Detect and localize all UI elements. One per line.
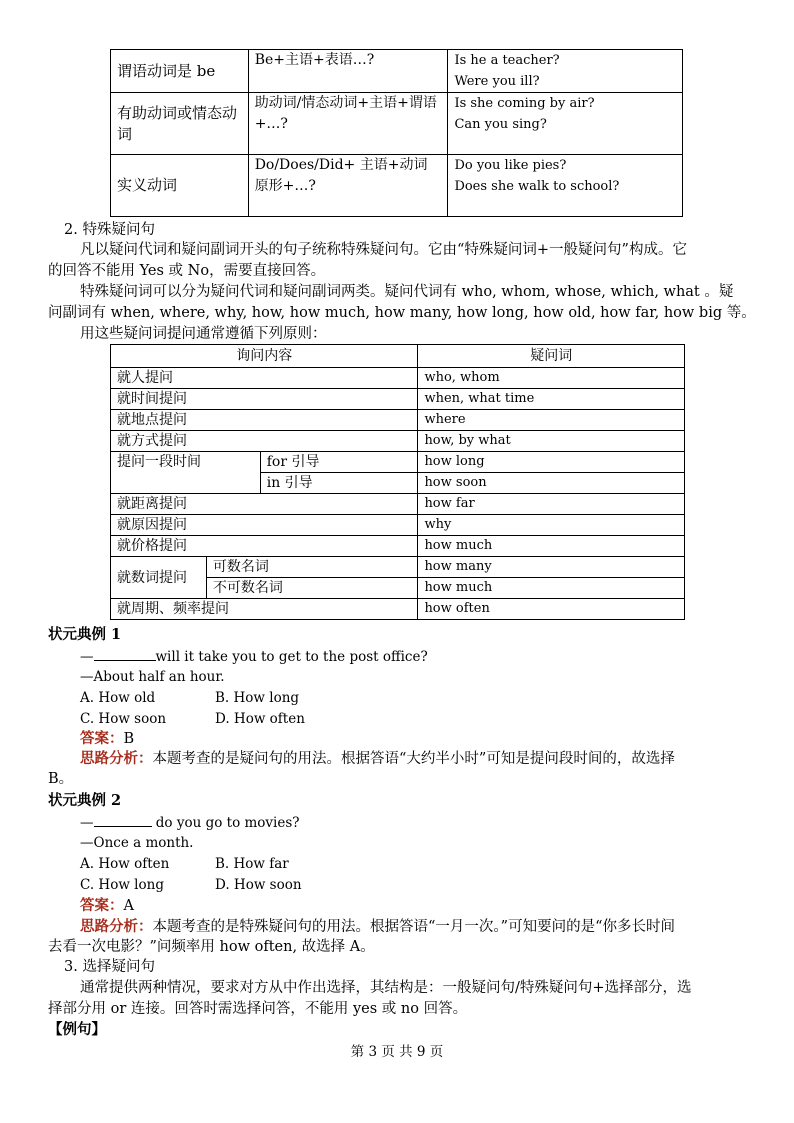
table-cell: 可数名词 xyxy=(206,557,418,578)
table-cell: how soon xyxy=(418,473,685,494)
table-cell: how often xyxy=(418,599,685,620)
table-cell: 就周期、频率提问 xyxy=(111,599,418,620)
table-cell: who, whom xyxy=(418,368,685,389)
analysis-text: 本题考查的是特殊疑问句的用法。根据答语“一月一次。”可知要问的是“你多长时间 xyxy=(152,919,675,935)
table-row xyxy=(111,557,685,578)
example-title: 状元典例 1 xyxy=(48,626,122,643)
table-row xyxy=(111,93,683,155)
table-row xyxy=(111,50,683,93)
table-cell: why xyxy=(418,515,685,536)
paragraph-line: 通常提供两种情况，要求对方从中作出选择，其结构是：一般疑问句/特殊疑问句+选择部分，选 xyxy=(80,980,692,996)
table-cell xyxy=(448,50,683,93)
option-c: C. How long xyxy=(80,877,164,893)
example-heading: 【例句】 xyxy=(48,1021,106,1038)
table-cell: 就时间提问 xyxy=(111,389,418,410)
answer-row xyxy=(80,728,134,750)
table-cell: 谓语动词是 be xyxy=(111,50,249,93)
table-cell: how, by what xyxy=(418,431,685,452)
table-row xyxy=(111,452,685,473)
analysis-line: B。 xyxy=(48,771,74,787)
table-cell xyxy=(448,93,683,155)
table-cell: 就数词提问 xyxy=(111,557,207,599)
option-b: B. How far xyxy=(215,856,289,872)
answer-row xyxy=(80,895,134,917)
option-c: C. How soon xyxy=(80,711,167,727)
table-cell: 就距离提问 xyxy=(111,494,418,515)
example-sentence: Is he a teacher? xyxy=(454,53,560,68)
answer-blank xyxy=(94,646,156,661)
table-cell: how far xyxy=(418,494,685,515)
table-cell: 不可数名词 xyxy=(206,578,418,599)
table-row xyxy=(111,431,685,452)
table-row xyxy=(111,494,685,515)
table-cell: 就地点提问 xyxy=(111,410,418,431)
general-question-table xyxy=(110,49,683,217)
table-cell: how long xyxy=(418,452,685,473)
answer-value: B xyxy=(123,731,135,747)
table-cell: 就人提问 xyxy=(111,368,418,389)
section-heading: 2. 特殊疑问句 xyxy=(64,222,155,238)
table-row xyxy=(111,155,683,217)
table-row xyxy=(111,599,685,620)
paragraph-line: 用这些疑问词提问通常遵循下列原则： xyxy=(80,326,327,342)
answer-line: —Once a month. xyxy=(80,835,194,851)
example-title: 状元典例 2 xyxy=(48,792,122,809)
table-cell: 助动词/情态动词+主语+谓语+…? xyxy=(248,93,448,155)
table-cell: 提问一段时间 xyxy=(111,452,261,494)
example-sentence: Were you ill? xyxy=(454,74,540,89)
dash: — xyxy=(80,649,94,665)
analysis-line: 去看一次电影？”问频率用 how often, 故选择 A。 xyxy=(48,939,375,955)
table-cell: Do/Does/Did+ 主语+动词原形+…? xyxy=(248,155,448,217)
option-a: A. How often xyxy=(80,856,170,872)
table-row xyxy=(111,389,685,410)
question-text: do you go to movies? xyxy=(151,815,300,831)
example-sentence: Can you sing? xyxy=(454,117,547,132)
table-cell: in 引导 xyxy=(260,473,418,494)
special-question-words-table xyxy=(110,344,685,620)
option-b: B. How long xyxy=(215,690,300,706)
table-row xyxy=(111,368,685,389)
paragraph-line: 的回答不能用 Yes 或 No，需要直接回答。 xyxy=(48,263,326,279)
analysis-text: 本题考查的是疑问句的用法。根据答语“大约半小时”可知是提问段时间的，故选择 xyxy=(152,751,675,767)
table-cell: 就方式提问 xyxy=(111,431,418,452)
table-row xyxy=(111,410,685,431)
analysis-label: 思路分析： xyxy=(80,750,153,767)
table-cell: 实义动词 xyxy=(111,155,249,217)
dash: — xyxy=(80,815,94,831)
table-cell: how much xyxy=(418,536,685,557)
page-number: 第 3 页 共 9 页 xyxy=(350,1044,444,1060)
table-cell: how many xyxy=(418,557,685,578)
option-a: A. How old xyxy=(80,690,156,706)
analysis-line xyxy=(80,748,675,770)
table-row xyxy=(111,536,685,557)
table-cell: how much xyxy=(418,578,685,599)
table-cell: Be+主语+表语…? xyxy=(248,50,448,93)
table-cell: 有助动词或情态动词 xyxy=(111,93,249,155)
answer-label: 答案： xyxy=(80,897,124,914)
table-cell: 就价格提问 xyxy=(111,536,418,557)
answer-blank xyxy=(94,812,152,827)
table-cell: 就原因提问 xyxy=(111,515,418,536)
analysis-label: 思路分析： xyxy=(80,918,153,935)
table-cell: for 引导 xyxy=(260,452,418,473)
answer-line: —About half an hour. xyxy=(80,669,225,685)
table-cell: where xyxy=(418,410,685,431)
column-header: 询问内容 xyxy=(111,345,418,368)
table-cell: when, what time xyxy=(418,389,685,410)
option-d: D. How often xyxy=(215,711,305,727)
question-line xyxy=(80,812,300,834)
example-sentence: Is she coming by air? xyxy=(454,96,595,111)
column-header: 疑问词 xyxy=(418,345,685,368)
paragraph-line: 凡以疑问代词和疑问副词开头的句子统称特殊疑问句。它由“特殊疑问词+一般疑问句”构成。它 xyxy=(80,242,687,258)
table-header-row xyxy=(111,345,685,368)
paragraph-line: 特殊疑问词可以分为疑问代词和疑问副词两类。疑问代词有 who, whom, whose, which, what 。疑 xyxy=(80,284,734,300)
example-sentence: Does she walk to school? xyxy=(454,179,620,194)
question-line xyxy=(80,646,428,668)
answer-label: 答案： xyxy=(80,730,124,747)
paragraph-line: 问副词有 when, where, why, how, how much, how many, how long, how old, how far, how big 等。 xyxy=(48,305,756,321)
paragraph-line: 择部分用 or 连接。回答时需选择问答，不能用 yes 或 no 回答。 xyxy=(48,1001,468,1017)
option-d: D. How soon xyxy=(215,877,302,893)
question-text: will it take you to get to the post office? xyxy=(155,649,428,665)
answer-value: A xyxy=(123,898,134,914)
table-cell xyxy=(448,155,683,217)
example-sentence: Do you like pies? xyxy=(454,158,567,173)
section-heading: 3. 选择疑问句 xyxy=(64,959,155,975)
table-row xyxy=(111,515,685,536)
analysis-line xyxy=(80,916,675,938)
